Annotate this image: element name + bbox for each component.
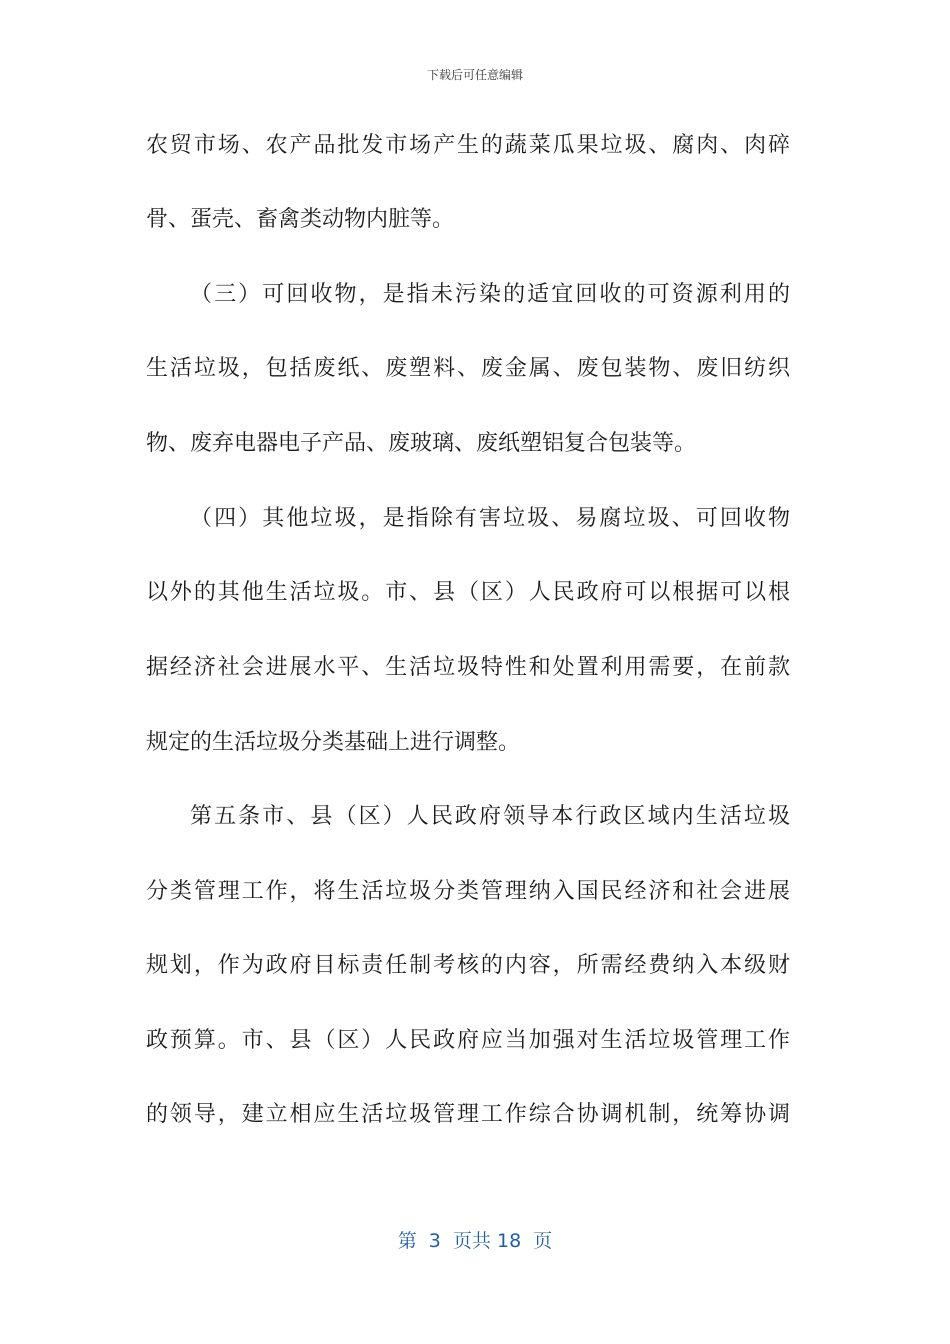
text-line: 据经济社会进展水平、生活垃圾特性和处置利用需要，在前款: [146, 655, 790, 680]
text-line: （四）其他垃圾，是指除有害垃圾、易腐垃圾、可回收物: [190, 506, 790, 531]
text-line: 政预算。市、县（区）人民政府应当加强对生活垃圾管理工作: [146, 1028, 790, 1053]
text-line: 的领导，建立相应生活垃圾管理工作综合协调机制，统筹协调: [146, 1102, 790, 1127]
page-footer: 第 3 页共 18 页: [397, 1230, 553, 1252]
text-line: 第五条市、县（区）人民政府领导本行政区域内生活垃圾: [190, 804, 790, 829]
text-line: 规划，作为政府目标责任制考核的内容，所需经费纳入本级财: [146, 953, 790, 978]
text-line: 分类管理工作，将生活垃圾分类管理纳入国民经济和社会进展: [146, 879, 790, 904]
text-line: 物、废弃电器电子产品、废玻璃、废纸塑铝复合包装等。: [146, 431, 697, 456]
text-line: 以外的其他生活垃圾。市、县（区）人民政府可以根据可以根: [146, 580, 790, 605]
text-line: 农贸市场、农产品批发市场产生的蔬菜瓜果垃圾、腐肉、肉碎: [146, 133, 790, 158]
text-line: 骨、蛋壳、畜禽类动物内脏等。: [146, 207, 455, 232]
text-line: （三）可回收物，是指未污染的适宜回收的可资源利用的: [190, 282, 790, 307]
page-header: 下载后可任意编辑: [426, 68, 523, 82]
text-line: 规定的生活垃圾分类基础上进行调整。: [146, 730, 521, 755]
text-line: 生活垃圾，包括废纸、废塑料、废金属、废包装物、废旧纺织: [146, 356, 790, 381]
